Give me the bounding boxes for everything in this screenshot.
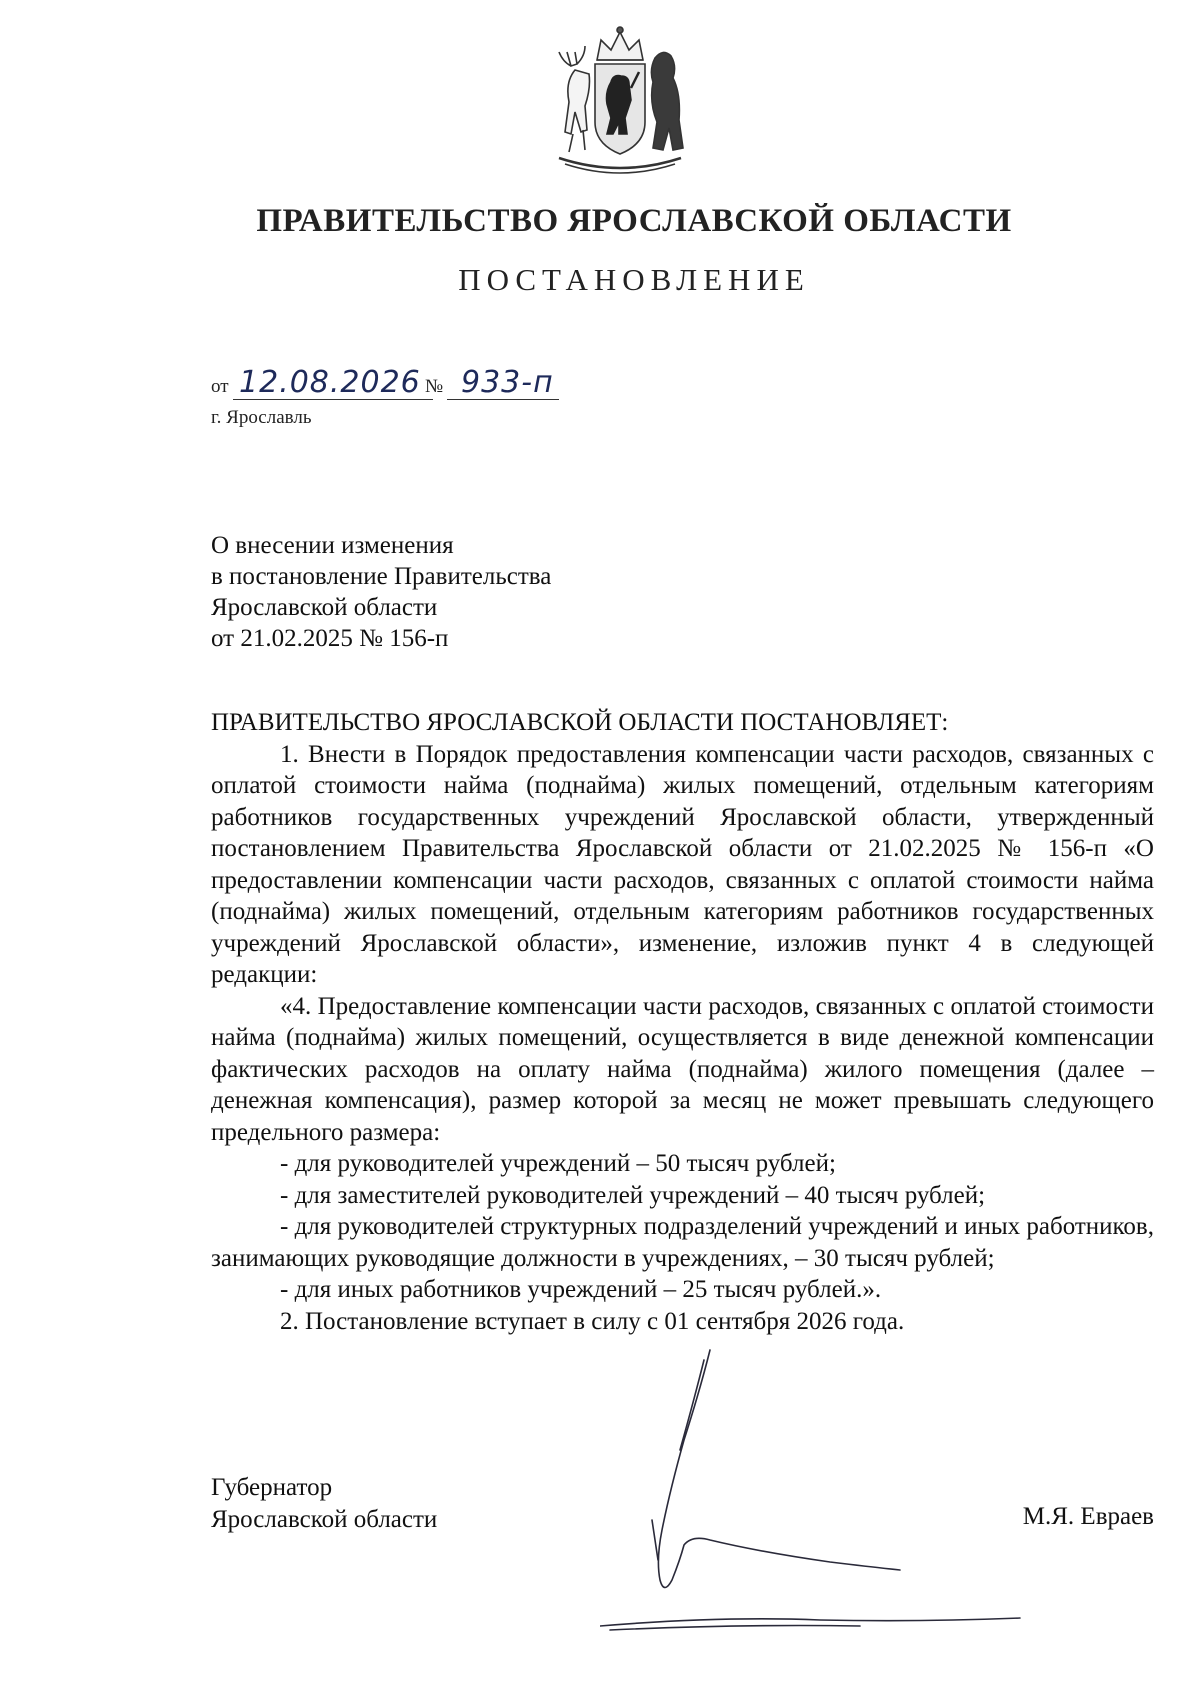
subject-line: в постановление Правительства — [211, 563, 552, 590]
paragraph-amendment: «4. Предоставление компенсации части расходов, связанных с оплатой стоимости найма (поднайма) жилых помещений, осуществляется в виде денежной компенсации фактических расходов на оплату найма (поднайма) жилого помещения (далее – денежная компенсация), размер которой за месяц не может превышать следующего предельного размера: — [211, 992, 1154, 1146]
coat-of-arms-icon — [545, 22, 695, 182]
document-body — [211, 707, 1154, 1337]
date-value: 12.08.2026 — [239, 365, 421, 400]
signatory-title — [211, 1472, 437, 1535]
document-date-number — [211, 364, 631, 404]
subject-line: О внесении изменения — [211, 532, 454, 559]
city: г. Ярославль — [211, 407, 312, 428]
list-item: - для руководителей структурных подразделений учреждений и иных работников, занимающих руководящие должности в учреждениях, – 30 тысяч рублей; — [211, 1213, 1154, 1272]
paragraph-2: 2. Постановление вступает в силу с 01 сентября 2026 года. — [280, 1307, 905, 1335]
subject-line: от 21.02.2025 № 156-п — [211, 625, 449, 652]
resolution-lead: ПРАВИТЕЛЬСТВО ЯРОСЛАВСКОЙ ОБЛАСТИ ПОСТАНОВЛЯЕТ: — [211, 709, 949, 736]
subject-line: Ярославской области — [211, 594, 438, 621]
date-label: от — [211, 376, 229, 397]
signatory-title-line: Ярославской области — [211, 1505, 438, 1533]
number-value: 933-п — [461, 365, 554, 400]
document-subject — [211, 530, 551, 654]
signature-icon — [600, 1330, 1060, 1660]
signatory-name: М.Я. Евраев — [1022, 1503, 1154, 1530]
signatory-title-line: Губернатор — [211, 1474, 333, 1501]
list-item: - для руководителей учреждений – 50 тысяч рублей; — [280, 1150, 836, 1177]
organization-title: ПРАВИТЕЛЬСТВО ЯРОСЛАВСКОЙ ОБЛАСТИ — [256, 203, 1012, 239]
list-item: - для заместителей руководителей учреждений – 40 тысяч рублей; — [280, 1181, 986, 1209]
number-label: № — [425, 376, 444, 397]
document-type: ПОСТАНОВЛЕНИЕ — [458, 262, 810, 297]
list-item: - для иных работников учреждений – 25 тысяч рублей.». — [280, 1276, 882, 1303]
paragraph-1: 1. Внести в Порядок предоставления компенсации части расходов, связанных с оплатой стоимости найма (поднайма) жилых помещений, отдельным категориям работников государственных учреждений Ярославской области, утвержденный постановлением Правительства Ярославской области от 21.02.2025 № 156-п «О предоставлении компенсации части расходов, связанных с оплатой стоимости найма (поднайма) жилых помещений, отдельным категориям работников государственных учреждений Ярославской области», изменение, изложив пункт 4 в следующей редакции: — [211, 740, 1154, 988]
